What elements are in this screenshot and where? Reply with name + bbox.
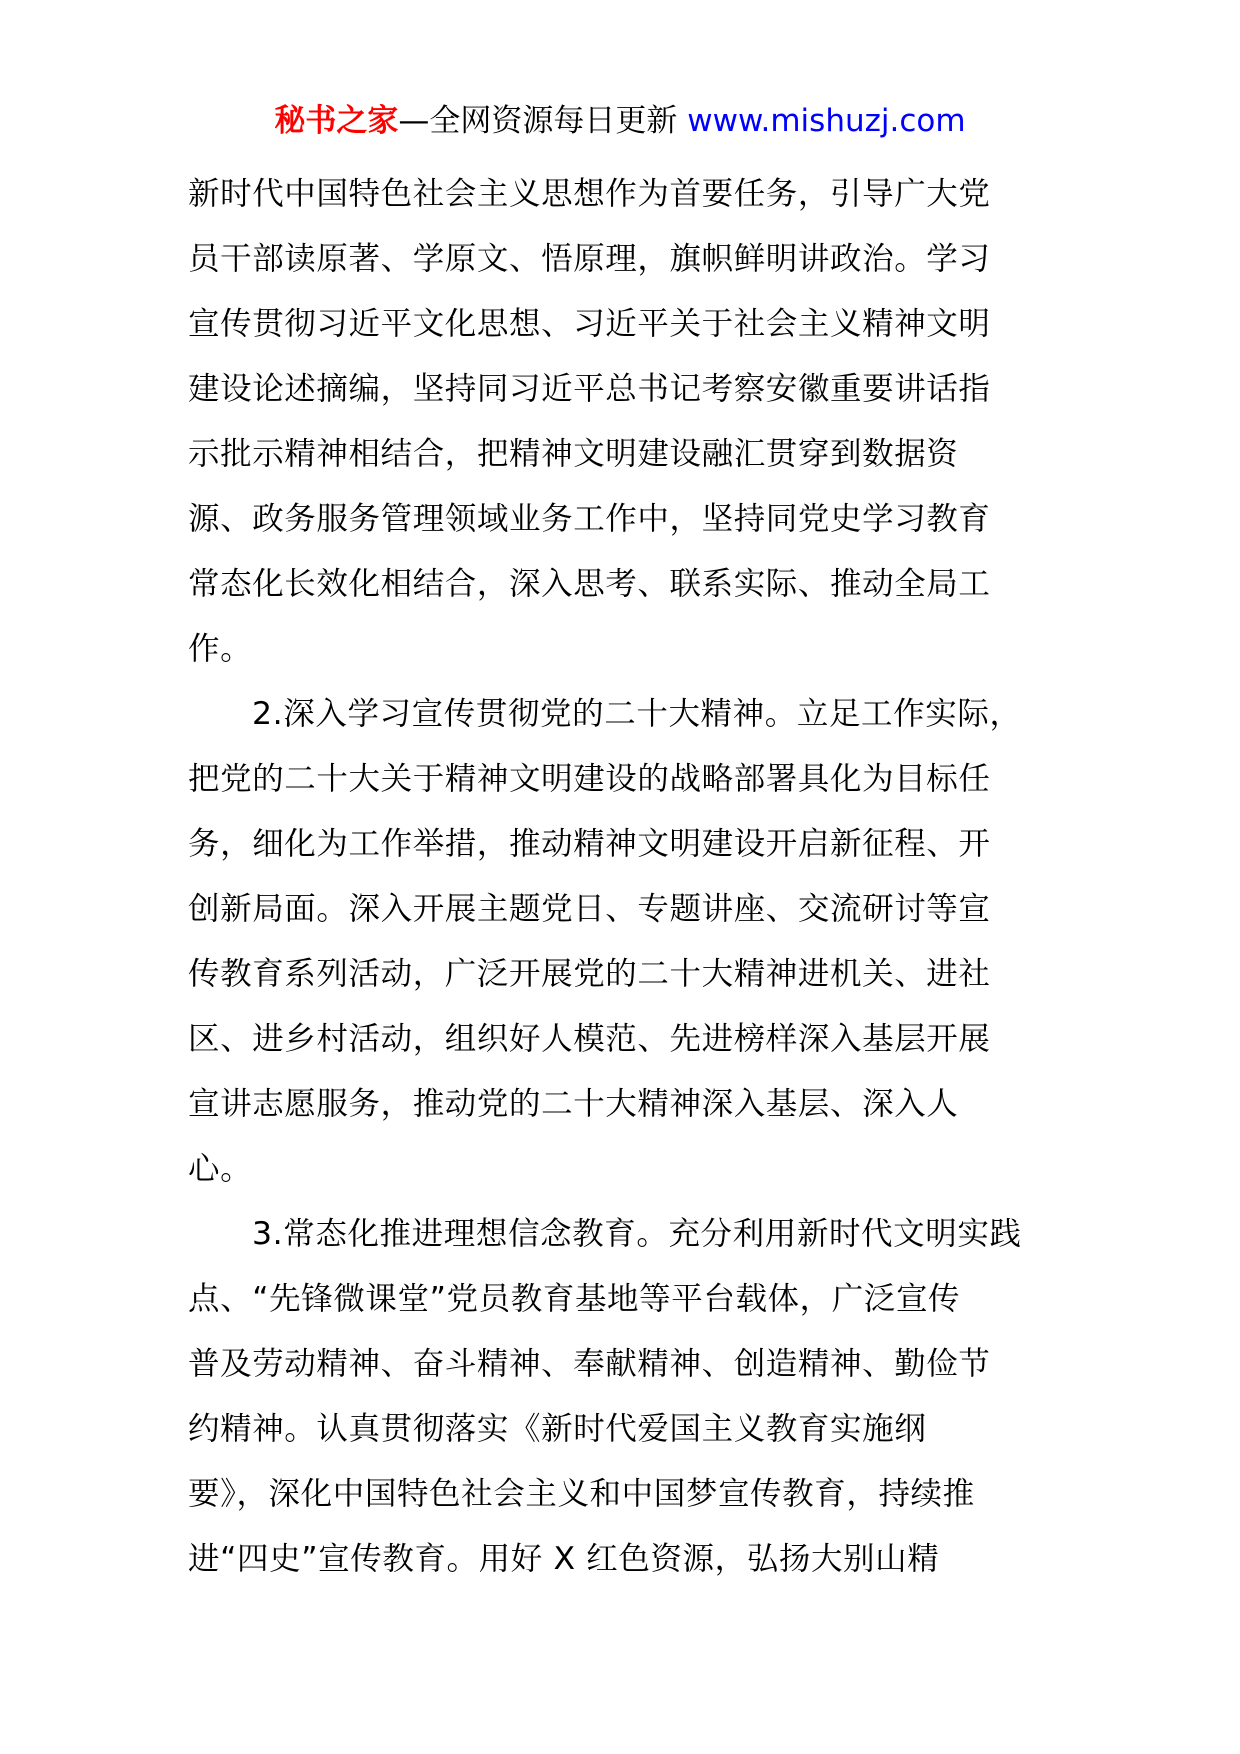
text-line: 常态化长效化相结合，深入思考、联系实际、推动全局工: [188, 566, 991, 602]
text-line: 创新局面。深入开展主题党日、专题讲座、交流研讨等宣: [188, 891, 991, 927]
body-text: [188, 162, 1054, 1592]
text-line: 务，细化为工作举措，推动精神文明建设开启新征程、开: [188, 826, 991, 862]
text-line: 约精神。认真贯彻落实《新时代爱国主义教育实施纲: [188, 1411, 927, 1447]
text-line: 示批示精神相结合，把精神文明建设融汇贯穿到数据资: [188, 436, 959, 472]
text-line: 普及劳动精神、奋斗精神、奉献精神、创造精神、勤俭节: [188, 1346, 991, 1382]
text-line: 员干部读原著、学原文、悟原理，旗帜鲜明讲政治。学习: [188, 241, 991, 277]
text-line: 建设论述摘编，坚持同习近平总书记考察安徽重要讲话指: [188, 371, 991, 407]
text-line: 要》，深化中国特色社会主义和中国梦宣传教育，持续推: [188, 1476, 975, 1512]
text-line: 宣讲志愿服务，推动党的二十大精神深入基层、深入人: [188, 1086, 959, 1122]
paragraph-3-start: 3.常态化推进理想信念教育。充分利用新时代文明实践: [252, 1216, 1022, 1252]
text-line: 把党的二十大关于精神文明建设的战略部署具化为目标任: [188, 761, 991, 797]
paragraph-2-start: 2.深入学习宣传贯彻党的二十大精神。立足工作实际，: [252, 696, 1022, 732]
page-header: [0, 98, 1240, 144]
text-line: 源、政务服务管理领域业务工作中，坚持同党史学习教育: [188, 501, 991, 537]
text-line: 传教育系列活动，广泛开展党的二十大精神进机关、进社: [188, 956, 991, 992]
text-line: 心。: [188, 1151, 253, 1187]
header-brand: 秘书之家: [274, 103, 399, 139]
text-line: 进“四史”宣传教育。用好 X 红色资源，弘扬大别山精: [188, 1541, 940, 1577]
header-url[interactable]: www.mishuzj.com: [687, 103, 966, 139]
text-line: 宣传贯彻习近平文化思想、习近平关于社会主义精神文明: [188, 306, 991, 342]
text-line: 区、进乡村活动，组织好人模范、先进榜样深入基层开展: [188, 1021, 991, 1057]
text-line: 点、“先锋微课堂”党员教育基地等平台载体，广泛宣传: [188, 1281, 961, 1317]
text-line: 新时代中国特色社会主义思想作为首要任务，引导广大党: [188, 176, 991, 212]
header-tagline: —全网资源每日更新: [398, 103, 688, 139]
text-line: 作。: [188, 631, 253, 667]
